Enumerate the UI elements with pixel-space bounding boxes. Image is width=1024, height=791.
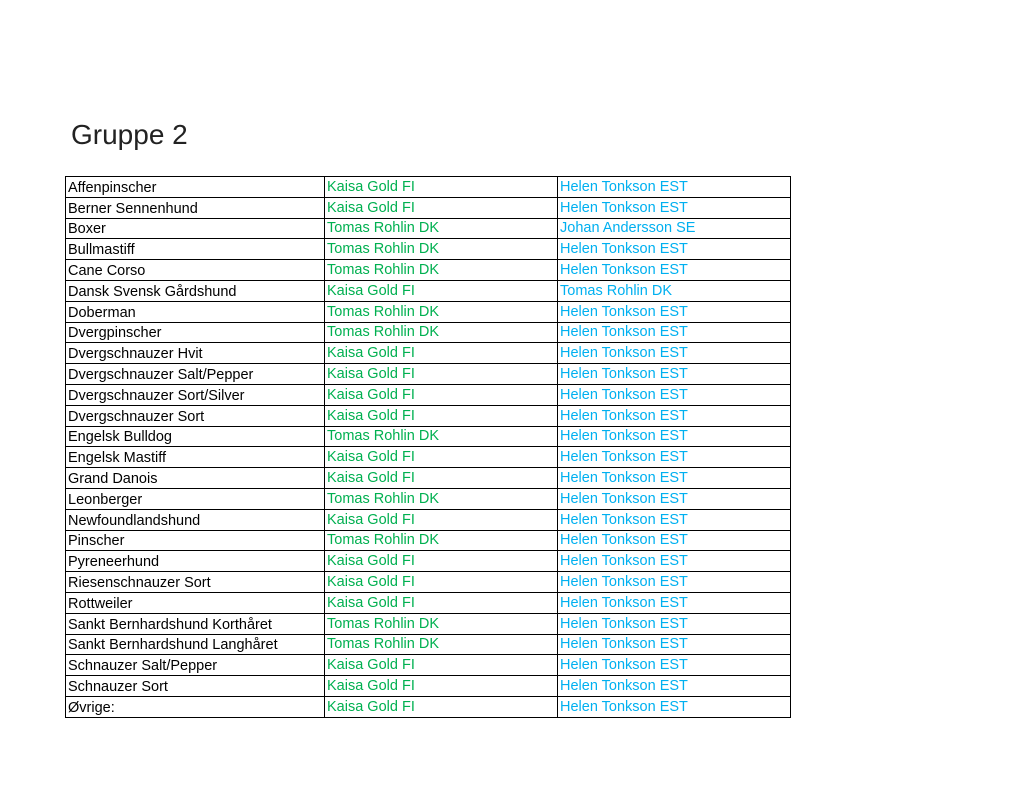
- judge-1-cell: [325, 634, 558, 655]
- table-row: [66, 613, 791, 634]
- judge-2-name: Helen Tonkson EST: [560, 469, 688, 486]
- breed-cell: Dvergschnauzer Sort/Silver: [66, 384, 325, 405]
- judge-1-name: Tomas Rohlin DK: [327, 490, 440, 507]
- judge-2-name: Helen Tonkson EST: [560, 324, 688, 341]
- breed-cell: Boxer: [66, 218, 325, 239]
- judge-2-cell: [558, 468, 791, 489]
- breed-cell: Dvergschnauzer Sort: [66, 405, 325, 426]
- judge-1-cell: [325, 384, 558, 405]
- table-row: [66, 468, 791, 489]
- breed-cell: Grand Danois: [66, 468, 325, 489]
- judge-2-cell: [558, 260, 791, 281]
- table-row: [66, 405, 791, 426]
- judge-2-cell: [558, 530, 791, 551]
- judge-2-name: Helen Tonkson EST: [560, 261, 688, 278]
- judge-2-name: Helen Tonkson EST: [560, 677, 688, 694]
- judge-1-cell: [325, 280, 558, 301]
- breed-cell: Bullmastiff: [66, 239, 325, 260]
- judge-2-cell: [558, 384, 791, 405]
- breed-cell: Rottweiler: [66, 592, 325, 613]
- breed-cell: Sankt Bernhardshund Korthåret: [66, 613, 325, 634]
- judge-1-cell: [325, 218, 558, 239]
- judge-2-cell: [558, 655, 791, 676]
- judge-1-name: Kaisa Gold FI: [327, 594, 415, 611]
- breed-cell: Pinscher: [66, 530, 325, 551]
- judge-1-cell: [325, 655, 558, 676]
- page-title: Gruppe 2: [71, 119, 188, 150]
- judge-2-cell: [558, 301, 791, 322]
- judge-1-name: Kaisa Gold FI: [327, 282, 415, 299]
- judge-1-cell: [325, 364, 558, 385]
- table-row: [66, 364, 791, 385]
- table-row: [66, 509, 791, 530]
- judge-1-name: Kaisa Gold FI: [327, 573, 415, 590]
- judge-1-cell: [325, 509, 558, 530]
- judge-2-name: Helen Tonkson EST: [560, 657, 688, 674]
- judge-1-cell: [325, 405, 558, 426]
- judge-1-name: Kaisa Gold FI: [327, 449, 415, 466]
- judge-2-name: Helen Tonkson EST: [560, 365, 688, 382]
- judge-2-name: Helen Tonkson EST: [560, 615, 688, 632]
- judge-1-cell: [325, 447, 558, 468]
- judge-2-cell: [558, 364, 791, 385]
- table-row: [66, 447, 791, 468]
- judge-2-name: Helen Tonkson EST: [560, 553, 688, 570]
- judge-2-cell: [558, 218, 791, 239]
- judge-2-name: Helen Tonkson EST: [560, 178, 688, 195]
- table-row: [66, 572, 791, 593]
- judge-2-cell: [558, 426, 791, 447]
- judge-1-cell: [325, 177, 558, 198]
- table-row: [66, 676, 791, 697]
- breed-cell: Cane Corso: [66, 260, 325, 281]
- breed-cell: Pyreneerhund: [66, 551, 325, 572]
- judge-2-name: Helen Tonkson EST: [560, 241, 688, 258]
- judge-2-name: Helen Tonkson EST: [560, 199, 688, 216]
- breed-cell: Doberman: [66, 301, 325, 322]
- judge-1-name: Kaisa Gold FI: [327, 698, 415, 715]
- judge-2-name: Helen Tonkson EST: [560, 407, 688, 424]
- table-row: [66, 592, 791, 613]
- breed-cell: Øvrige:: [66, 696, 325, 717]
- judge-2-name: Tomas Rohlin DK: [560, 282, 673, 299]
- judge-1-cell: [325, 530, 558, 551]
- table-row: [66, 239, 791, 260]
- judge-1-cell: [325, 572, 558, 593]
- judge-2-name: Helen Tonkson EST: [560, 636, 688, 653]
- table-row: [66, 655, 791, 676]
- judge-2-cell: [558, 551, 791, 572]
- table-row: [66, 634, 791, 655]
- judge-2-cell: [558, 676, 791, 697]
- judge-1-name: Tomas Rohlin DK: [327, 241, 440, 258]
- judge-2-cell: [558, 488, 791, 509]
- judge-2-name: Helen Tonkson EST: [560, 532, 688, 549]
- judge-1-name: Tomas Rohlin DK: [327, 220, 440, 237]
- table-row: [66, 280, 791, 301]
- judge-1-name: Kaisa Gold FI: [327, 407, 415, 424]
- judge-1-name: Kaisa Gold FI: [327, 657, 415, 674]
- judge-1-name: Tomas Rohlin DK: [327, 636, 440, 653]
- breed-cell: Riesenschnauzer Sort: [66, 572, 325, 593]
- table-body: [66, 177, 791, 718]
- judge-1-name: Tomas Rohlin DK: [327, 428, 440, 445]
- judge-1-cell: [325, 322, 558, 343]
- judge-2-cell: [558, 447, 791, 468]
- table-row: [66, 384, 791, 405]
- judge-2-name: Helen Tonkson EST: [560, 698, 688, 715]
- table-row: [66, 530, 791, 551]
- judge-2-name: Helen Tonkson EST: [560, 573, 688, 590]
- judge-1-name: Tomas Rohlin DK: [327, 615, 440, 632]
- judge-2-cell: [558, 280, 791, 301]
- judge-1-cell: [325, 488, 558, 509]
- judge-2-cell: [558, 572, 791, 593]
- table-row: [66, 551, 791, 572]
- judge-2-name: Johan Andersson SE: [560, 220, 696, 237]
- judge-2-cell: [558, 634, 791, 655]
- table-row: [66, 343, 791, 364]
- judge-1-cell: [325, 551, 558, 572]
- judge-2-cell: [558, 239, 791, 260]
- judge-2-cell: [558, 177, 791, 198]
- judge-1-name: Tomas Rohlin DK: [327, 303, 440, 320]
- table-row: [66, 488, 791, 509]
- breed-cell: Dvergpinscher: [66, 322, 325, 343]
- judge-2-cell: [558, 322, 791, 343]
- table-row: [66, 197, 791, 218]
- breed-cell: Dvergschnauzer Salt/Pepper: [66, 364, 325, 385]
- judge-2-name: Helen Tonkson EST: [560, 345, 688, 362]
- judge-1-cell: [325, 592, 558, 613]
- judge-1-cell: [325, 676, 558, 697]
- breed-cell: Engelsk Bulldog: [66, 426, 325, 447]
- judge-2-cell: [558, 592, 791, 613]
- judge-2-cell: [558, 509, 791, 530]
- judge-1-name: Kaisa Gold FI: [327, 345, 415, 362]
- judge-1-cell: [325, 696, 558, 717]
- table-row: [66, 696, 791, 717]
- judge-2-name: Helen Tonkson EST: [560, 303, 688, 320]
- breed-cell: Newfoundlandshund: [66, 509, 325, 530]
- breed-cell: Schnauzer Salt/Pepper: [66, 655, 325, 676]
- judge-1-name: Kaisa Gold FI: [327, 469, 415, 486]
- breed-cell: Engelsk Mastiff: [66, 447, 325, 468]
- judge-2-name: Helen Tonkson EST: [560, 511, 688, 528]
- judge-2-name: Helen Tonkson EST: [560, 386, 688, 403]
- judge-1-cell: [325, 468, 558, 489]
- judge-1-name: Kaisa Gold FI: [327, 199, 415, 216]
- judge-1-name: Kaisa Gold FI: [327, 677, 415, 694]
- judge-2-cell: [558, 343, 791, 364]
- judge-1-cell: [325, 301, 558, 322]
- judge-1-name: Kaisa Gold FI: [327, 553, 415, 570]
- breed-cell: Affenpinscher: [66, 177, 325, 198]
- judge-1-cell: [325, 426, 558, 447]
- judge-1-name: Tomas Rohlin DK: [327, 324, 440, 341]
- judge-2-cell: [558, 197, 791, 218]
- judge-1-cell: [325, 343, 558, 364]
- breed-cell: Schnauzer Sort: [66, 676, 325, 697]
- table-row: [66, 322, 791, 343]
- table-row: [66, 218, 791, 239]
- judge-2-name: Helen Tonkson EST: [560, 594, 688, 611]
- judge-2-name: Helen Tonkson EST: [560, 490, 688, 507]
- judge-1-cell: [325, 197, 558, 218]
- judge-2-cell: [558, 405, 791, 426]
- judge-1-name: Tomas Rohlin DK: [327, 261, 440, 278]
- judge-2-cell: [558, 613, 791, 634]
- breed-cell: Berner Sennenhund: [66, 197, 325, 218]
- judge-2-cell: [558, 696, 791, 717]
- breed-judge-table: [65, 176, 791, 718]
- breed-cell: Dansk Svensk Gårdshund: [66, 280, 325, 301]
- judge-2-name: Helen Tonkson EST: [560, 449, 688, 466]
- table-row: [66, 177, 791, 198]
- judge-1-name: Tomas Rohlin DK: [327, 532, 440, 549]
- judge-1-cell: [325, 260, 558, 281]
- table-row: [66, 301, 791, 322]
- judge-1-name: Kaisa Gold FI: [327, 511, 415, 528]
- breed-cell: Sankt Bernhardshund Langhåret: [66, 634, 325, 655]
- table-row: [66, 426, 791, 447]
- judge-1-name: Kaisa Gold FI: [327, 178, 415, 195]
- breed-cell: Leonberger: [66, 488, 325, 509]
- judge-1-cell: [325, 239, 558, 260]
- table-row: [66, 260, 791, 281]
- judge-1-name: Kaisa Gold FI: [327, 365, 415, 382]
- judge-1-name: Kaisa Gold FI: [327, 386, 415, 403]
- judge-1-cell: [325, 613, 558, 634]
- judge-2-name: Helen Tonkson EST: [560, 428, 688, 445]
- breed-cell: Dvergschnauzer Hvit: [66, 343, 325, 364]
